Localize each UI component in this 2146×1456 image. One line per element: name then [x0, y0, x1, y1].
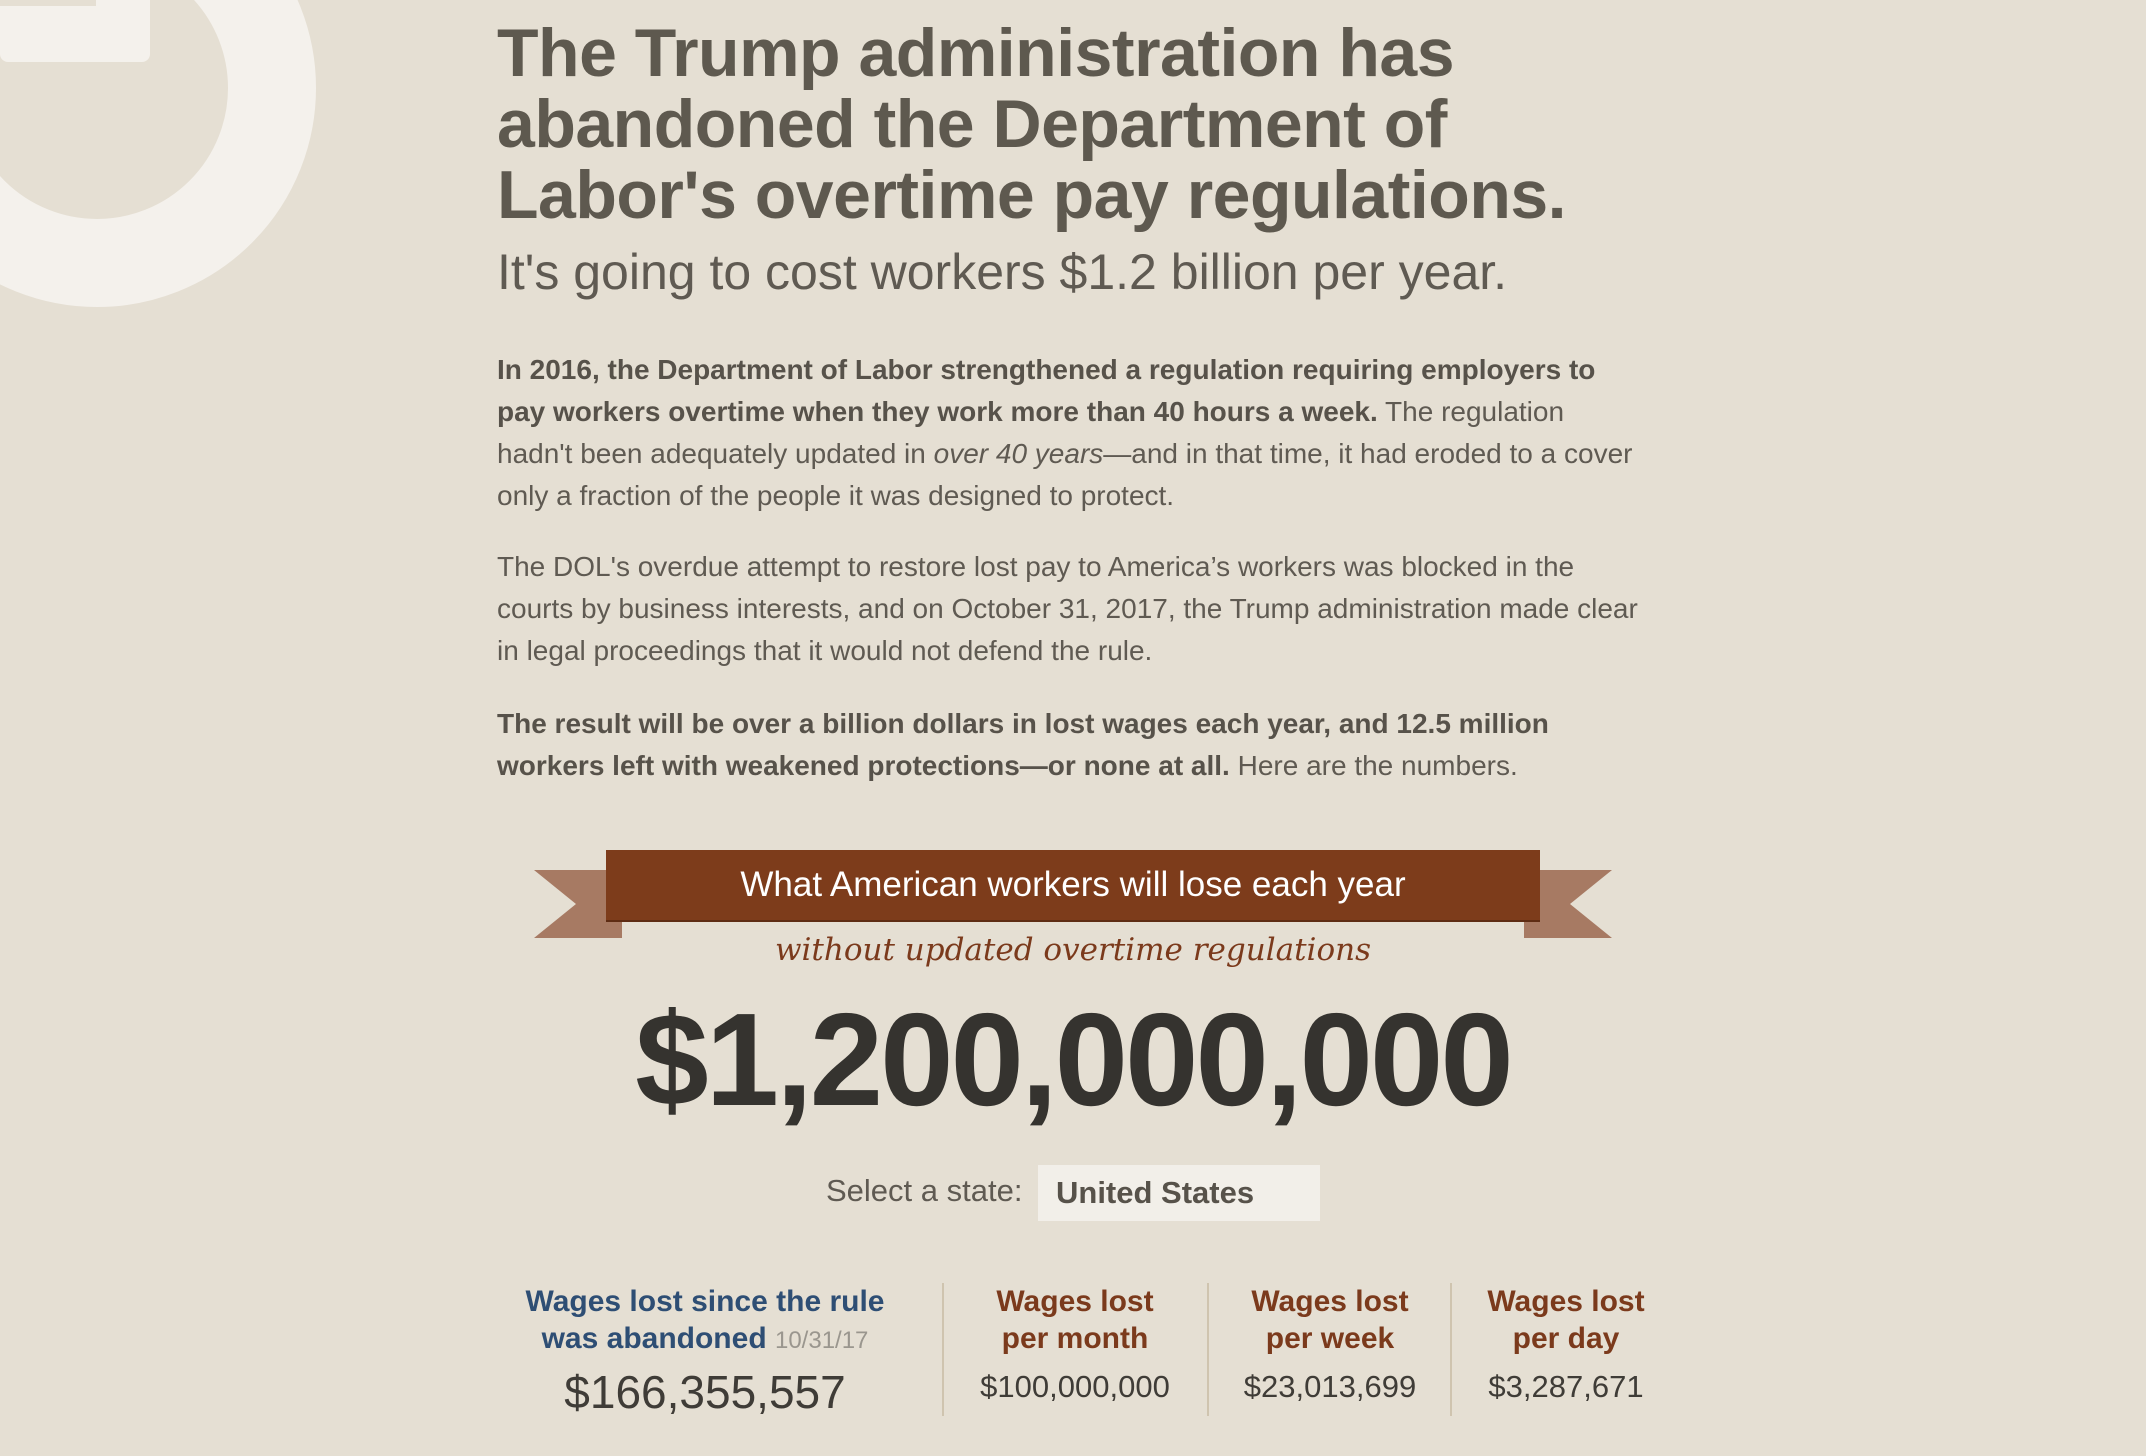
stat-divider — [942, 1283, 944, 1416]
annual-loss-amount: $1,200,000,000 — [635, 986, 1511, 1133]
stat-divider — [1450, 1283, 1452, 1416]
stat-label-line2: per day — [1512, 1322, 1620, 1355]
intro-paragraph-1-text-end: —and in that time, it had eroded to a cover only a fraction of the people it was designed to protect. — [497, 438, 1633, 511]
stat-label-line2: per month — [1001, 1322, 1149, 1355]
ribbon-tagline: without updated overtime regulations — [774, 932, 1372, 968]
intro-paragraph-1 — [497, 349, 1647, 517]
stat-value: $23,013,699 — [1243, 1369, 1417, 1404]
ribbon-banner — [534, 850, 1612, 940]
stat-value: $100,000,000 — [980, 1369, 1170, 1404]
stat-label-line1: Wages lost — [1251, 1285, 1409, 1318]
page-subtitle: It's going to cost workers $1.2 billion per year. — [497, 244, 1508, 300]
intro-paragraph-3-bold: The result will be over a billion dollars in lost wages each year, and 12.5 million workers left with weakened protections—or none at all. — [497, 708, 1549, 781]
stat-value: $166,355,557 — [564, 1366, 846, 1418]
intro-paragraph-1-italic: over 40 years — [933, 438, 1104, 469]
background-logo-shape — [0, 0, 410, 320]
stat-per-month — [960, 1283, 1190, 1405]
stat-since-abandoned — [500, 1283, 910, 1419]
intro-paragraph-1-bold: In 2016, the Department of Labor strengthened a regulation requiring employers to pay workers overtime when they work more than 40 hours a week. — [497, 354, 1596, 427]
stat-label — [1466, 1283, 1666, 1357]
stat-value: $3,287,671 — [1488, 1369, 1644, 1404]
intro-paragraph-3 — [497, 703, 1647, 787]
stat-per-week — [1222, 1283, 1438, 1405]
stat-divider — [1207, 1283, 1209, 1416]
stat-label — [960, 1283, 1190, 1357]
stat-label-line1: Wages lost since the rule — [525, 1285, 885, 1318]
stat-label-line2: was abandoned — [541, 1322, 767, 1355]
stat-date: 10/31/17 — [774, 1327, 869, 1354]
stat-per-day — [1466, 1283, 1666, 1405]
stat-label-line1: Wages lost — [996, 1285, 1154, 1318]
page-title: The Trump administration has abandoned the Department of Labor's overtime pay regulations. — [497, 15, 1567, 233]
ribbon-label: What American workers will lose each year — [606, 850, 1540, 920]
stat-label — [500, 1283, 910, 1359]
stat-label-line2: per week — [1265, 1322, 1395, 1355]
intro-paragraph-3-text: Here are the numbers. — [1229, 750, 1518, 781]
state-selector-label: Select a state: — [826, 1173, 1023, 1208]
stat-label-line1: Wages lost — [1487, 1285, 1645, 1318]
stat-label — [1222, 1283, 1438, 1357]
intro-paragraph-1-text: The regulation hadn't been adequately updated in — [497, 396, 1565, 469]
state-dropdown[interactable]: United States — [1038, 1165, 1320, 1221]
intro-paragraph-2: The DOL's overdue attempt to restore lost pay to America’s workers was blocked in the courts by business interests, and on October 31, 2017, the Trump administration made clear in legal proceedings that it would not defend the rule. — [497, 551, 1638, 666]
